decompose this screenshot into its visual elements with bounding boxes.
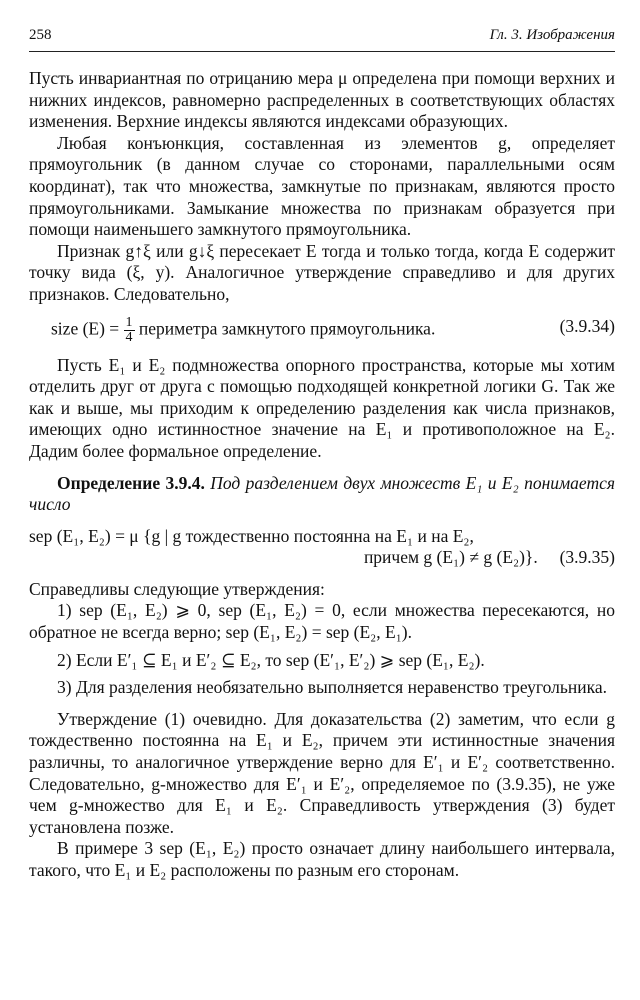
paragraph-proof: Утверждение (1) очевидно. Для доказательства (2) заметим, что если g тождественно постоянна на E₁ и E₂, причем эти истинностные значения различны, то аналогичное утверждение верно для E′₁ и E′₂ соответственно. Следовательно, g-множество для E′₁ и E′₂, определяемое по (3.9.35), не уже чем g-множество для E₁ и E₂. Справедливость утверждения (3) будет установлена позже. [29, 708, 615, 837]
paragraph-measure: Пусть инвариантная по отрицанию мера μ определена при помощи верхних и нижних индексов, равномерно распределенных в соответствующих областях изменения. Верхние индексы являются индексами образующих. [29, 68, 615, 132]
fraction-denominator: 4 [125, 329, 133, 345]
formula-sep-line2: причем g (E₁) ≠ g (E₂)}. [363, 547, 538, 568]
paragraph-subsets: Пусть E₁ и E₂ подмножества опорного пространства, которые мы хотим отделить друг от друга с помощью подходящей конкретной логики G. Так же как и выше, мы приходим к определению разделения как числа признаков, имеющих одно истинностное значение на E₁ и противоположное на E₂. Дадим более формальное определение. [29, 354, 615, 461]
page-number: 258 [29, 27, 52, 43]
formula-size [51, 316, 615, 345]
fraction-one-quarter [124, 316, 135, 345]
paragraph-conjunction: Любая конъюнкция, составленная из элементов g, определяет прямоугольник (в данном случае со сторонами, параллельными осям координат), так что множества, замкнутые по признакам, являются просто прямоугольниками. Замыкание множества по признакам образуется при помощи наименьшего замкнутого прямоугольника. [29, 132, 615, 240]
definition-text: Под разделением двух множеств E₁ и E₂ понимается число [29, 472, 615, 515]
page-header [29, 27, 615, 52]
main-text [29, 68, 615, 882]
running-title: Гл. 3. Изображения [489, 27, 615, 43]
formula-size-lhs: size (E) = [51, 318, 120, 339]
formula-size-rhs: периметра замкнутого прямоугольника. [138, 318, 436, 339]
formula-sep-line2-row [29, 547, 615, 569]
definition-3-9-4 [29, 473, 615, 516]
statement-3: 3) Для разделения необязательно выполняется неравенство треугольника. [57, 677, 608, 698]
formula-sep-line1: sep (E₁, E₂) = μ {g | g тождественно постоянна на E₁ и на E₂, [29, 525, 474, 546]
paragraph-statements-intro: Справедливы следующие утверждения: [29, 578, 325, 599]
paragraph-feature: Признак g↑ξ или g↓ξ пересекает E тогда и только тогда, когда E содержит точку вида (ξ, y). Аналогичное утверждение справедливо и для других признаков. Следовательно, [29, 240, 615, 304]
paragraph-example: В примере 3 sep (E₁, E₂) просто означает длину наибольшего интервала, такого, что E₁ и E₂ расположены по разным его сторонам. [29, 838, 615, 880]
equation-number-3-9-34: (3.9.34) [559, 315, 615, 336]
statement-2: 2) Если E′₁ ⊆ E₁ и E′₂ ⊆ E₂, то sep (E′₁, E′₂) ⩾ sep (E₁, E₂). [57, 649, 485, 670]
definition-head: Определение 3.9.4. [57, 472, 205, 493]
equation-number-3-9-35: (3.9.35) [559, 547, 615, 568]
statement-1: 1) sep (E₁, E₂) ⩾ 0, sep (E₁, E₂) = 0, если множества пересекаются, но обратное не всегда верно; sep (E₁, E₂) = sep (E₂, E₁). [29, 600, 615, 643]
formula-sep [29, 526, 615, 569]
fraction-numerator: 1 [125, 314, 133, 330]
